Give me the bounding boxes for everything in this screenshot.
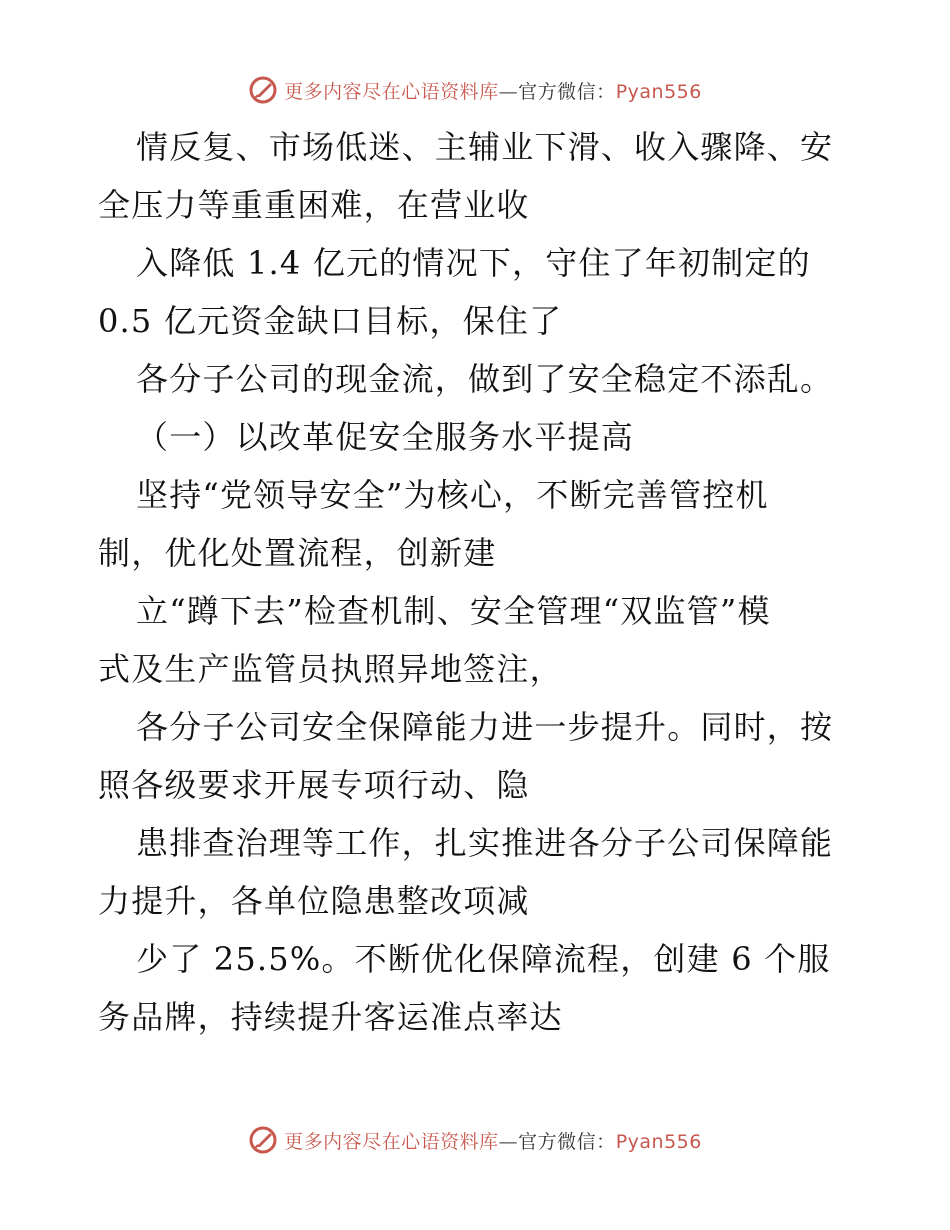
text-line: 各分子公司安全保障能力进一步提升。同时，按 [136, 708, 834, 746]
header-watermark [0, 72, 950, 108]
text-line: 式及生产监管员执照异地签注， [98, 650, 563, 688]
footer-watermark [0, 1122, 950, 1158]
text-line: 照各级要求开展专项行动、隐 [98, 766, 530, 804]
text-line: 情反复、市场低迷、主辅业下滑、收入骤降、安 [136, 128, 834, 166]
text-line: 立“蹲下去”检查机制、安全管理“双监管”模 [136, 592, 771, 630]
quill-logo-icon [248, 1125, 278, 1155]
text-line: 各分子公司的现金流，做到了安全稳定不添乱。 [136, 360, 834, 398]
watermark-text: 更多内容尽在心语资料库—官方微信：Pyan556 [284, 80, 702, 103]
text-line: 坚持“党领导安全”为核心，不断完善管控机 [136, 476, 769, 514]
text-line: 患排查治理等工作，扎实推进各分子公司保障能 [136, 824, 834, 862]
text-line: （一）以改革促安全服务水平提高 [136, 418, 635, 456]
document-body [98, 118, 858, 1046]
text-line: 入降低 1.4 亿元的情况下，守住了年初制定的 [136, 244, 811, 282]
quill-logo-icon [248, 75, 278, 105]
text-line: 0.5 亿元资金缺口目标，保住了 [98, 302, 563, 340]
watermark-text: 更多内容尽在心语资料库—官方微信：Pyan556 [284, 1130, 702, 1153]
text-line: 务品牌，持续提升客运准点率达 [98, 998, 563, 1036]
text-line: 力提升，各单位隐患整改项减 [98, 882, 530, 920]
text-line: 全压力等重重困难，在营业收 [98, 186, 530, 224]
text-line: 少了 25.5%。不断优化保障流程，创建 6 个服 [136, 940, 831, 978]
text-line: 制，优化处置流程，创新建 [98, 534, 497, 572]
